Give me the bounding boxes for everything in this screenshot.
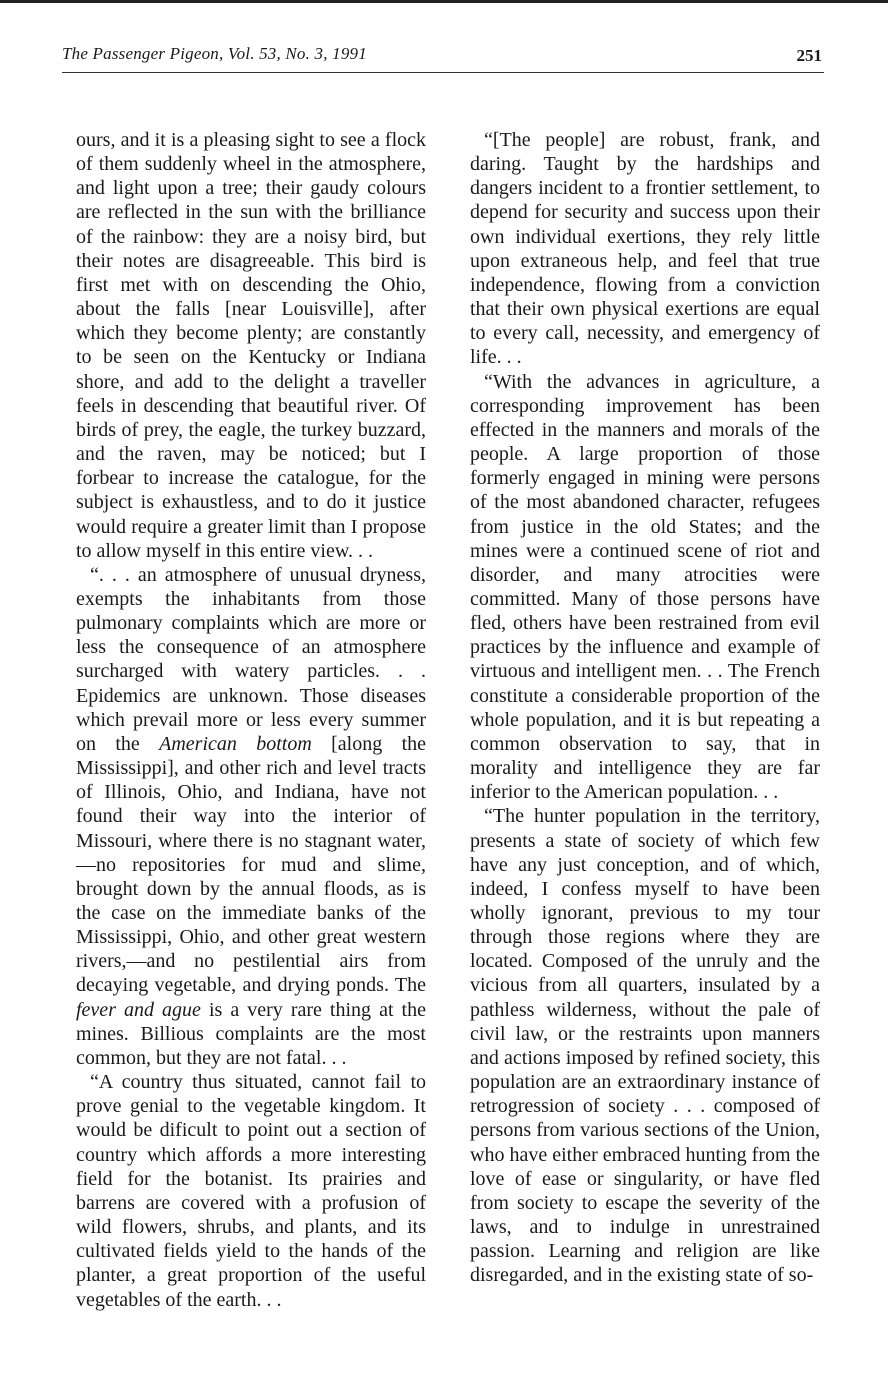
right-paragraph-2: “With the advances in agriculture, a corresponding improvement has been effected in the manners and morals of the people. A large proportion of those formerly engaged in mining were persons of the most abandoned character, refugees from justice in the old States; and the mines were a continued scene of riot and disorder, and many atrocities were committed. Many of those persons have fled, others have been restrained from evil practices by the influence and example of virtuous and intelligent men. . . The French constitute a considerable proportion of the whole population, and it is but repeating a common observation to say, that in morality and intelligence they are far inferior to the American population. . . — [470, 370, 820, 804]
right-paragraph-3: “The hunter population in the territory, presents a state of society of which few have any just conception, and of which, indeed, I confess myself to have been wholly ignorant, previous to my tour through those regions where they are located. Composed of the unruly and the vicious from all quarters, insulated by a pathless wilderness, without the pale of civil law, or the restraints upon manners and actions imposed by refined society, this population are an extraordinary instance of retrogression of society . . . composed of persons from various sections of the Union, who have either embraced hunting from the love of ease or singularity, or have fled from society to escape the severity of the laws, and to indulge in unrestrained passion. Learning and religion are like disregarded, and in the existing state of so- — [470, 805, 820, 1287]
left-paragraph-2-part-a: “. . . an atmosphere of unusual dryness, exempts the inhabitants from those pulmonary complaints which are more or less the consequence of an atmosphere surcharged with watery particles. . . Epidemics are unknown. Those diseases which prevail more or less every summer on the — [76, 563, 426, 755]
right-paragraph-1: “[The people] are robust, frank, and daring. Taught by the hardships and dangers incident to a frontier settlement, to depend for security and success upon their own individual exertions, they rely little upon extraneous help, and feel that true independence, flowing from a conviction that their own physical exertions are equal to every call, necessity, and emergency of life. . . — [470, 129, 820, 369]
left-paragraph-1: ours, and it is a pleasing sight to see a flock of them suddenly wheel in the atmosphere, and light upon a tree; their gaudy colours are reflected in the sun with the brilliance of the rainbow: they are a noisy bird, but their notes are disagreeable. This bird is first met with on descending the Ohio, about the falls [near Louisville], after which they become plenty; are constantly to be seen on the Kentucky or Indiana shore, and add to the delight a traveller feels in descending that beautiful river. Of birds of prey, the eagle, the turkey buzzard, and the raven, may be noticed; but I forbear to increase the catalogue, for the subject is exhaustless, and to do it justice would require a greater limit than I propose to allow myself in this entire view. . . — [76, 129, 426, 562]
italic-american-bottom: American bottom — [159, 732, 312, 755]
left-paragraph-2-part-c: is a very rare thing at the mines. Billious complaints are the most common, but they are not fatal. . . — [76, 998, 426, 1069]
journal-title: The Passenger Pigeon, Vol. 53, No. 3, 1991 — [62, 44, 367, 63]
left-column — [76, 128, 426, 1312]
left-paragraph-2 — [76, 563, 426, 1070]
left-paragraph-3: “A country thus situated, cannot fail to prove genial to the vegetable kingdom. It would be dificult to point out a section of country which affords a more interesting field for the botanist. Its prairies and barrens are covered with a profusion of wild flowers, shrubs, and plants, and its cultivated fields yield to the hands of the planter, a great proportion of the useful vegetables of the earth. . . — [76, 1071, 426, 1311]
top-border-rule — [0, 0, 888, 3]
page-number: 251 — [796, 46, 822, 65]
left-paragraph-2-part-b: [along the Mississippi], and other rich and level tracts of Illinois, Ohio, and Indiana, have not found their way into the interior of Missouri, where there is no stagnant water,—no repositories for mud and slime, brought down by the annual floods, as is the case on the immediate banks of the Mississippi, Ohio, and other great western rivers,—and no pestilential airs from decaying vegetable, and drying ponds. The — [76, 732, 426, 997]
header-rule — [62, 72, 824, 73]
italic-fever-and-ague: fever and ague — [76, 998, 201, 1021]
running-header — [62, 44, 822, 72]
right-column — [470, 128, 820, 1288]
